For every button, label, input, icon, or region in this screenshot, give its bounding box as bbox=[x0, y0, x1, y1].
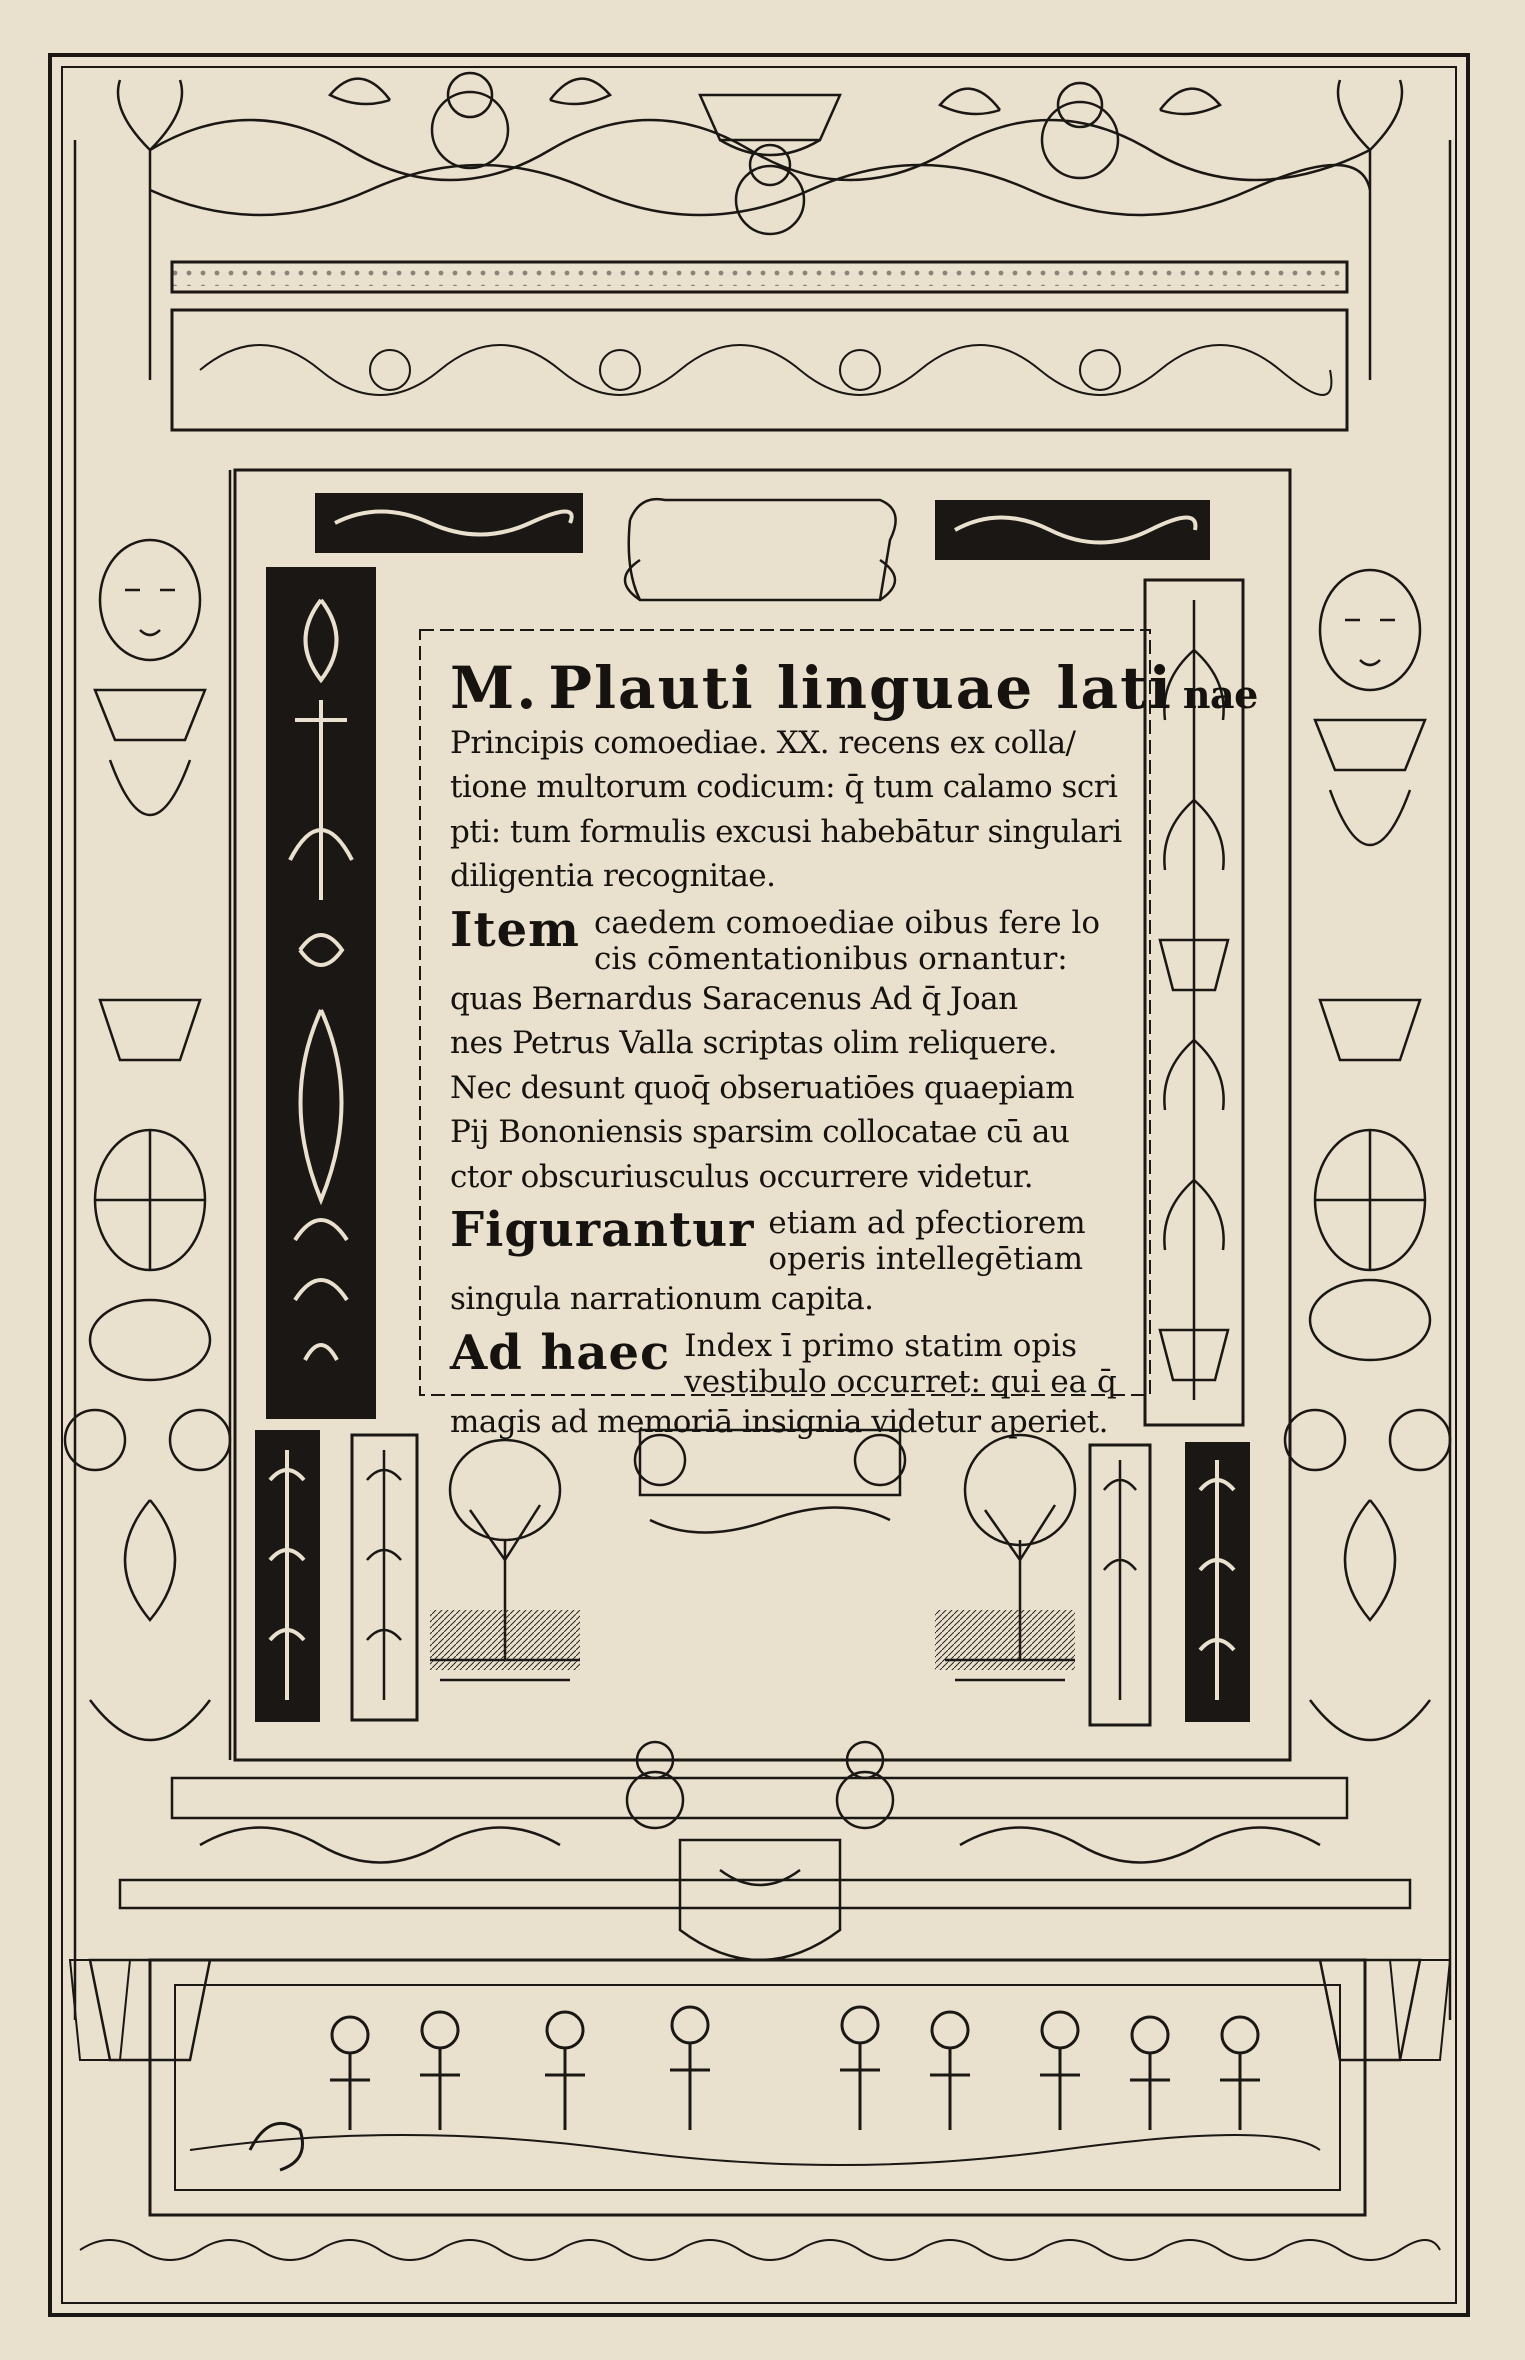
text-line: Index ī primo statim opis bbox=[684, 1327, 1078, 1364]
text-line: singula narrationum capita. bbox=[450, 1281, 874, 1317]
lower-frieze bbox=[120, 1742, 1410, 1960]
figurantur-paragraph bbox=[450, 1202, 1126, 1277]
text-line: magis ad memoriā insignia videtur aperiet. bbox=[450, 1403, 1108, 1440]
text-line: vestibulo occurret: qui ea q̄ bbox=[684, 1363, 1117, 1400]
item-paragraph bbox=[450, 901, 1126, 977]
text-line: tione multorum codicum: q̄ tum calamo scri bbox=[450, 769, 1118, 805]
text-line: pti: tum formulis excusi habebātur singulari bbox=[450, 813, 1122, 850]
ad-haec-lead-word: Ad haec bbox=[450, 1324, 671, 1381]
item-pair bbox=[594, 905, 1100, 977]
title-line-1 bbox=[450, 654, 1258, 722]
text-line: etiam ad pfectiorem bbox=[768, 1205, 1086, 1241]
text-line: ctor obscuriusculus occurrere videtur. bbox=[450, 1158, 1034, 1195]
tree-right bbox=[935, 1435, 1075, 1680]
text-line: Nec desunt quoq̄ obseruatiōes quaepiam bbox=[450, 1069, 1075, 1106]
title-tail: nae bbox=[1182, 672, 1258, 717]
text-line: diligentia recognitae. bbox=[450, 858, 776, 894]
text-line: Pij Bononiensis sparsim collocatae cū au bbox=[450, 1114, 1070, 1150]
ad-haec-pair bbox=[684, 1328, 1117, 1400]
title-initial: M. bbox=[450, 654, 539, 722]
text-line: nes Petrus Valla scriptas olim reliquere. bbox=[450, 1025, 1058, 1061]
text-line: cis cōmentationibus ornantur: bbox=[593, 940, 1068, 977]
left-column-ornament bbox=[65, 80, 230, 2060]
figurantur-lead-word: Figurantur bbox=[450, 1202, 755, 1258]
title-main: Plauti linguae lati bbox=[548, 654, 1173, 722]
item-lead-word: Item bbox=[450, 901, 580, 958]
text-line: Principis comoediae. XX. recens ex colla/ bbox=[450, 724, 1076, 761]
text-line: quas Bernardus Saracenus Ad q̄ Joan bbox=[450, 980, 1018, 1017]
figurantur-pair bbox=[768, 1205, 1085, 1277]
tree-left bbox=[430, 1440, 580, 1680]
top-frieze bbox=[150, 73, 1370, 234]
title-text-block bbox=[430, 640, 1258, 1440]
text-line: operis intellegētiam bbox=[768, 1241, 1084, 1277]
text-line: caedem comoediae oibus fere lo bbox=[593, 904, 1101, 941]
bottom-relief-panel bbox=[150, 1960, 1365, 2215]
ad-haec-paragraph bbox=[450, 1324, 1126, 1400]
right-column-ornament bbox=[1285, 80, 1450, 2060]
